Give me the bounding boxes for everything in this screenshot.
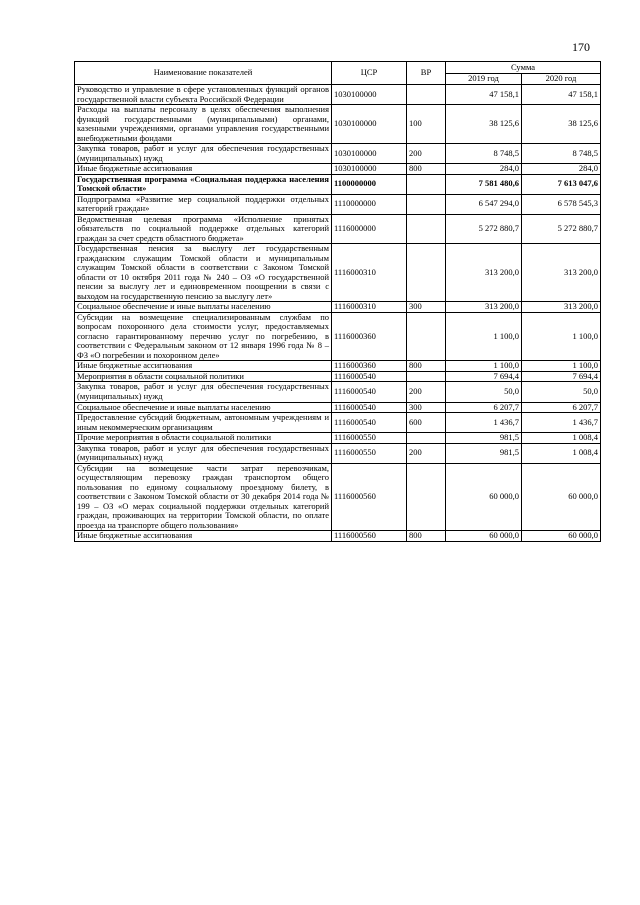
row-sum-2020-cell: 1 100,0 — [522, 312, 601, 361]
budget-table — [74, 61, 601, 542]
row-name-cell: Иные бюджетные ассигнования — [75, 164, 332, 175]
row-csr-cell: 1116000000 — [332, 214, 407, 244]
row-name-cell: Закупка товаров, работ и услуг для обеспечения государственных (муниципальных) нужд — [75, 443, 332, 463]
row-sum-2019-cell: 5 272 880,7 — [446, 214, 522, 244]
row-csr-cell: 1030100000 — [332, 85, 407, 105]
row-vr-cell — [407, 371, 446, 382]
row-name-cell: Социальное обеспечение и иные выплаты населению — [75, 302, 332, 313]
table-row — [75, 402, 601, 413]
row-sum-2019-cell: 1 100,0 — [446, 361, 522, 372]
row-vr-cell: 200 — [407, 144, 446, 164]
table-row — [75, 244, 601, 302]
row-sum-2019-cell: 60 000,0 — [446, 463, 522, 531]
row-csr-cell: 1116000560 — [332, 531, 407, 542]
row-sum-2019-cell: 60 000,0 — [446, 531, 522, 542]
table-row — [75, 531, 601, 542]
row-vr-cell: 800 — [407, 361, 446, 372]
row-name-cell: Субсидии на возмещение части затрат перевозчикам, осуществляющим перевозку граждан транспортом общего пользования по единому социальному проездному билету, в соответствии с Законом Томской области от 30 декабря 2014 года № 199 – ОЗ «О мерах социальной поддержки отдельных категорий граждан, проживающих на территории Томской области, по оплате проезда на транспорте общего пользования» — [75, 463, 332, 531]
header-year-2020: 2020 год — [522, 74, 601, 85]
row-name-cell: Субсидии на возмещение специализированным службам по вопросам похоронного дела стоимости услуг, предоставляемых согласно гарантированному перечню услуг по погребению, в соответствии с Федеральным законом от 12 января 1996 года № 8 – ФЗ «О погребении и похоронном деле» — [75, 312, 332, 361]
row-vr-cell: 100 — [407, 105, 446, 144]
row-sum-2020-cell: 7 613 047,6 — [522, 174, 601, 194]
row-vr-cell — [407, 214, 446, 244]
row-csr-cell: 1116000540 — [332, 413, 407, 433]
row-sum-2019-cell: 313 200,0 — [446, 244, 522, 302]
row-vr-cell — [407, 174, 446, 194]
row-csr-cell: 1110000000 — [332, 194, 407, 214]
row-sum-2020-cell: 1 100,0 — [522, 361, 601, 372]
page-number: 170 — [572, 40, 590, 54]
table-row — [75, 144, 601, 164]
row-vr-cell: 300 — [407, 402, 446, 413]
table-row — [75, 105, 601, 144]
row-name-cell: Государственная пенсия за выслугу лет государственным гражданским служащим Томской области и муниципальным служащим Томской области в соответствии с Законом Томской области от 10 октября 2011 года № 240 – ОЗ «О государственной пенсии за выслугу лет и единовременном поощрении в связи с выходом на государственную пенсию за выслугу лет» — [75, 244, 332, 302]
row-name-cell: Социальное обеспечение и иные выплаты населению — [75, 402, 332, 413]
row-vr-cell: 300 — [407, 302, 446, 313]
header-csr: ЦСР — [332, 62, 407, 85]
row-name-cell: Закупка товаров, работ и услуг для обеспечения государственных (муниципальных) нужд — [75, 144, 332, 164]
row-sum-2020-cell: 50,0 — [522, 382, 601, 402]
row-csr-cell: 1116000310 — [332, 302, 407, 313]
row-name-cell: Подпрограмма «Развитие мер социальной поддержки отдельных категорий граждан» — [75, 194, 332, 214]
row-name-cell: Расходы на выплаты персоналу в целях обеспечения выполнения функций государственными (муниципальными) органами, казенными учреждениями, органами управления государственными внебюджетными фондами — [75, 105, 332, 144]
row-sum-2020-cell: 8 748,5 — [522, 144, 601, 164]
row-sum-2019-cell: 38 125,6 — [446, 105, 522, 144]
row-sum-2020-cell: 6 207,7 — [522, 402, 601, 413]
row-vr-cell: 200 — [407, 382, 446, 402]
row-sum-2020-cell: 47 158,1 — [522, 85, 601, 105]
row-csr-cell: 1116000540 — [332, 402, 407, 413]
table-header-row — [75, 62, 601, 74]
row-name-cell: Ведомственная целевая программа «Исполнение принятых обязательств по социальной поддержке отдельных категорий граждан за счет средств областного бюджета» — [75, 214, 332, 244]
row-name-cell: Руководство и управление в сфере установленных функций органов государственной власти субъекта Российской Федерации — [75, 85, 332, 105]
row-sum-2019-cell: 6 547 294,0 — [446, 194, 522, 214]
row-vr-cell: 800 — [407, 531, 446, 542]
row-vr-cell: 600 — [407, 413, 446, 433]
table-row — [75, 312, 601, 361]
row-csr-cell: 1116000540 — [332, 371, 407, 382]
row-name-cell: Закупка товаров, работ и услуг для обеспечения государственных (муниципальных) нужд — [75, 382, 332, 402]
row-sum-2020-cell: 284,0 — [522, 164, 601, 175]
row-vr-cell — [407, 85, 446, 105]
table-row — [75, 85, 601, 105]
row-sum-2019-cell: 8 748,5 — [446, 144, 522, 164]
header-year-2019: 2019 год — [446, 74, 522, 85]
row-vr-cell: 200 — [407, 443, 446, 463]
row-name-cell: Государственная программа «Социальная поддержка населения Томской области» — [75, 174, 332, 194]
row-csr-cell: 1116000360 — [332, 312, 407, 361]
table-row — [75, 433, 601, 444]
table-row — [75, 443, 601, 463]
table-row — [75, 361, 601, 372]
row-sum-2019-cell: 284,0 — [446, 164, 522, 175]
row-name-cell: Прочие мероприятия в области социальной политики — [75, 433, 332, 444]
header-vr: ВР — [407, 62, 446, 85]
row-name-cell: Иные бюджетные ассигнования — [75, 361, 332, 372]
table-row — [75, 302, 601, 313]
row-csr-cell: 1116000360 — [332, 361, 407, 372]
row-csr-cell: 1116000550 — [332, 443, 407, 463]
row-csr-cell: 1030100000 — [332, 105, 407, 144]
row-sum-2019-cell: 7 694,4 — [446, 371, 522, 382]
row-vr-cell — [407, 194, 446, 214]
row-csr-cell: 1116000310 — [332, 244, 407, 302]
row-vr-cell — [407, 244, 446, 302]
row-sum-2020-cell: 38 125,6 — [522, 105, 601, 144]
row-sum-2019-cell: 313 200,0 — [446, 302, 522, 313]
table-row — [75, 164, 601, 175]
row-sum-2020-cell: 7 694,4 — [522, 371, 601, 382]
row-csr-cell: 1116000550 — [332, 433, 407, 444]
row-vr-cell — [407, 463, 446, 531]
row-sum-2019-cell: 47 158,1 — [446, 85, 522, 105]
row-sum-2019-cell: 1 436,7 — [446, 413, 522, 433]
table-row — [75, 371, 601, 382]
row-csr-cell: 1116000560 — [332, 463, 407, 531]
row-sum-2019-cell: 7 581 480,6 — [446, 174, 522, 194]
table-row — [75, 214, 601, 244]
table-row — [75, 194, 601, 214]
row-sum-2020-cell: 60 000,0 — [522, 531, 601, 542]
row-name-cell: Иные бюджетные ассигнования — [75, 531, 332, 542]
row-vr-cell: 800 — [407, 164, 446, 175]
table-row — [75, 413, 601, 433]
row-sum-2019-cell: 50,0 — [446, 382, 522, 402]
table-row — [75, 174, 601, 194]
row-csr-cell: 1100000000 — [332, 174, 407, 194]
row-name-cell: Мероприятия в области социальной политики — [75, 371, 332, 382]
table-body — [75, 85, 601, 542]
row-sum-2019-cell: 981,5 — [446, 433, 522, 444]
row-sum-2020-cell: 6 578 545,3 — [522, 194, 601, 214]
row-sum-2020-cell: 1 436,7 — [522, 413, 601, 433]
row-csr-cell: 1030100000 — [332, 144, 407, 164]
row-sum-2019-cell: 1 100,0 — [446, 312, 522, 361]
row-vr-cell — [407, 433, 446, 444]
row-sum-2020-cell: 1 008,4 — [522, 443, 601, 463]
table-row — [75, 382, 601, 402]
row-name-cell: Предоставление субсидий бюджетным, автономным учреждениям и иным некоммерческим организациям — [75, 413, 332, 433]
row-sum-2020-cell: 313 200,0 — [522, 244, 601, 302]
header-sum: Сумма — [446, 62, 601, 74]
row-sum-2020-cell: 5 272 880,7 — [522, 214, 601, 244]
table-row — [75, 463, 601, 531]
row-vr-cell — [407, 312, 446, 361]
row-sum-2019-cell: 6 207,7 — [446, 402, 522, 413]
row-sum-2020-cell: 1 008,4 — [522, 433, 601, 444]
row-csr-cell: 1030100000 — [332, 164, 407, 175]
row-sum-2020-cell: 313 200,0 — [522, 302, 601, 313]
row-sum-2020-cell: 60 000,0 — [522, 463, 601, 531]
row-csr-cell: 1116000540 — [332, 382, 407, 402]
row-sum-2019-cell: 981,5 — [446, 443, 522, 463]
header-name: Наименование показателей — [75, 62, 332, 85]
